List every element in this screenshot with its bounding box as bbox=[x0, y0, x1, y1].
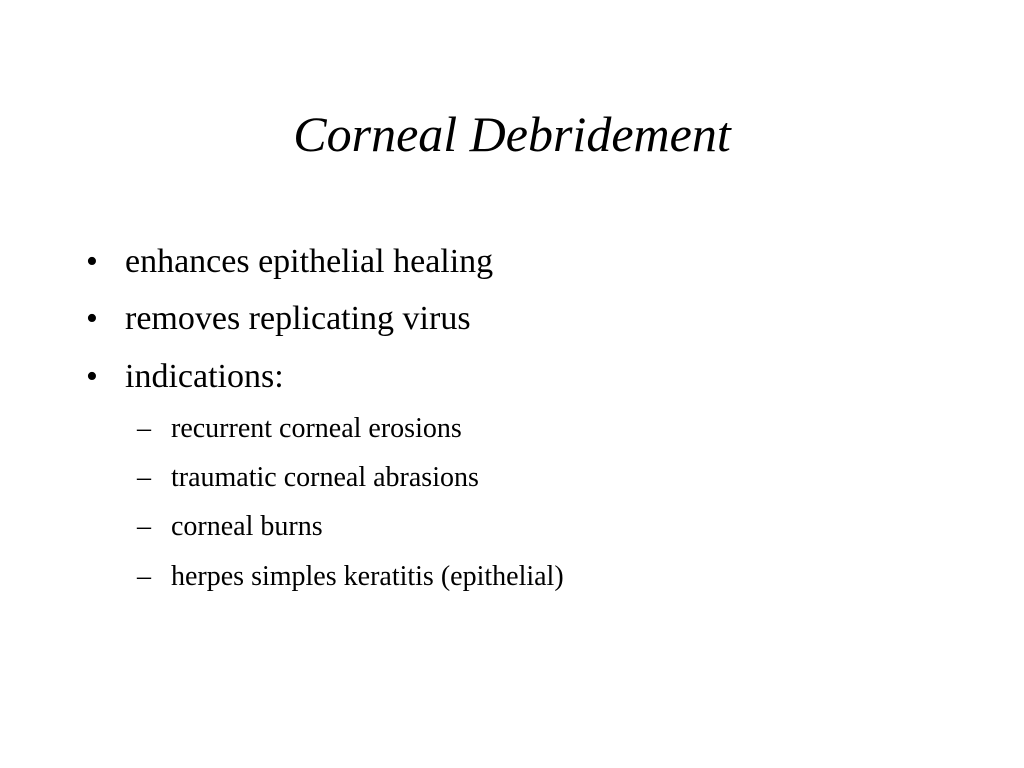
sub-bullet-text: herpes simples keratitis (epithelial) bbox=[171, 561, 564, 592]
bullet-marker: • bbox=[86, 358, 98, 395]
sub-bullet-text: corneal burns bbox=[171, 511, 323, 542]
sub-bullet-text: traumatic corneal abrasions bbox=[171, 462, 479, 493]
slide-title: Corneal Debridement bbox=[293, 106, 731, 162]
bullet-marker: • bbox=[86, 243, 98, 280]
sub-bullet-marker: – bbox=[137, 462, 151, 493]
bullet-marker: • bbox=[86, 300, 98, 337]
sub-bullet-text: recurrent corneal erosions bbox=[171, 413, 462, 444]
bullet-text: indications: bbox=[125, 358, 284, 395]
sub-bullet-marker: – bbox=[137, 561, 151, 592]
sub-bullet-marker: – bbox=[137, 511, 151, 542]
bullet-text: removes replicating virus bbox=[125, 300, 471, 337]
sub-bullet-marker: – bbox=[137, 413, 151, 444]
bullet-text: enhances epithelial healing bbox=[125, 243, 494, 280]
